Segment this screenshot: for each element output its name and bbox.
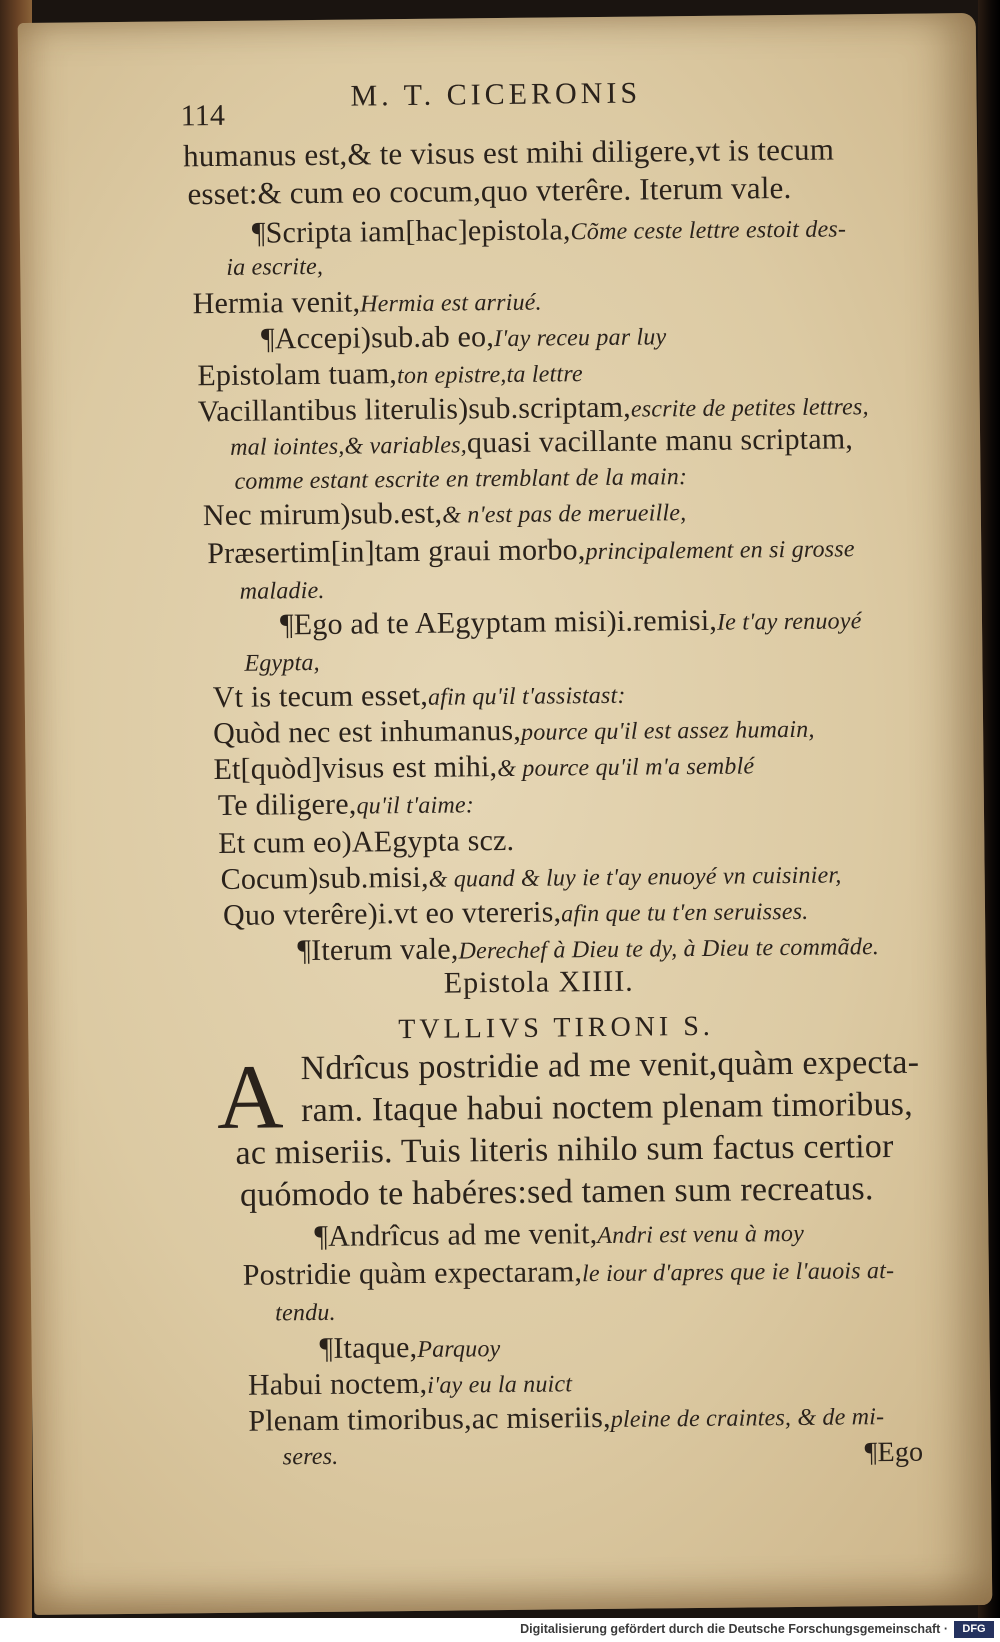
- text-line-7: Epistolam tuam,ton epistre,ta lettre: [197, 357, 583, 393]
- letter-line-4: quómodo te habéres:sed tamen sum recreatus.: [239, 1170, 874, 1214]
- text-line-23: ¶Iterum vale,Derechef à Dieu te dy, à Dieu te commãde.: [297, 932, 880, 968]
- text-line-2: esset:& cum eo cocum,quo vterêre. Iterum vale.: [187, 169, 792, 212]
- letter-line-2: ram. Itaque habui noctem plenam timoribus,: [300, 1085, 913, 1130]
- text-line-17: Quòd nec est inhumanus,pource qu'il est assez humain,: [212, 713, 815, 751]
- page-number: 114: [180, 98, 226, 133]
- text-line-5: Hermia venit,Hermia est arriué.: [192, 285, 542, 321]
- text-line-18: Et[quòd]visus est mihi,& pource qu'il m'a semblé: [213, 750, 755, 787]
- text-line-21: Cocum)sub.misi,& quand & luy ie t'ay enuoyé vn cuisinier,: [220, 860, 842, 896]
- text-line-9: mal iointes,& variables,quasi vacillante manu scriptam,: [230, 422, 854, 461]
- epistola-heading: Epistola XIIII.: [443, 964, 634, 1000]
- letter-line-3: ac miseriis. Tuis literis nihilo sum factus certior: [235, 1127, 894, 1172]
- gloss-line-7: seres.: [282, 1443, 339, 1471]
- text-line-3: ¶Scripta iam[hac]epistola,Cõme ceste lettre estoit des-: [251, 213, 847, 250]
- drop-cap: A: [216, 1045, 284, 1149]
- funding-notice: Digitalisierung gefördert durch die Deutsche Forschungsgemeinschaft ·: [520, 1622, 948, 1636]
- text-line-15: Egypta,: [244, 649, 320, 677]
- gloss-line-2: Postridie quàm expectaram,le iour d'apres que ie l'auois at-: [242, 1255, 895, 1292]
- gloss-line-5: Habui noctem,i'ay eu la nuict: [247, 1366, 573, 1402]
- gloss-line-3: tendu.: [275, 1299, 336, 1327]
- book-page: [18, 13, 993, 1615]
- gloss-line-4: ¶Itaque,Parquoy: [319, 1330, 501, 1365]
- text-line-20: Et cum eo)AEgypta scz.: [218, 823, 515, 861]
- letter-line-1: Ndrîcus postridie ad me venit,quàm expecta-: [300, 1043, 920, 1088]
- text-line-12: Præsertim[in]tam graui morbo,principalement en si grosse: [207, 533, 855, 571]
- text-line-14: ¶Ego ad te AEgyptam misi)i.remisi,Ie t'ay renuoyé: [279, 603, 862, 642]
- text-line-1: humanus est,& te visus est mihi diligere,vt is tecum: [182, 131, 835, 174]
- text-line-6: ¶Accepi)sub.ab eo,I'ay receu par luy: [260, 320, 667, 356]
- text-line-22: Quo vterêre)i.vt eo vtereris,afin que tu t'en seruisses.: [222, 895, 809, 932]
- text-line-19: Te diligere,qu'il t'aime:: [217, 787, 475, 823]
- salutation: TVLLIVS TIRONI S.: [398, 1010, 714, 1046]
- text-line-16: Vt is tecum esset,afin qu'il t'assistast:: [212, 678, 626, 715]
- text-line-10: comme estant escrite en tremblant de la main:: [234, 464, 688, 495]
- digitization-footer: [0, 1618, 1000, 1642]
- gloss-line-1: ¶Andrîcus ad me venit,Andri est venu à moy: [314, 1217, 805, 1254]
- text-line-13: maladie.: [239, 577, 325, 605]
- text-line-11: Nec mirum)sub.est,& n'est pas de merueille,: [202, 496, 687, 533]
- dfg-logo: DFG: [954, 1621, 994, 1638]
- catchword: ¶Ego: [864, 1436, 924, 1469]
- text-line-4: ia escrite,: [226, 253, 324, 281]
- running-head: M. T. CICERONIS: [350, 76, 642, 113]
- text-line-8: Vacillantibus literulis)sub.scriptam,escrite de petites lettres,: [197, 390, 869, 429]
- gloss-line-6: Plenam timoribus,ac miseriis,pleine de craintes, & de mi-: [248, 1400, 885, 1438]
